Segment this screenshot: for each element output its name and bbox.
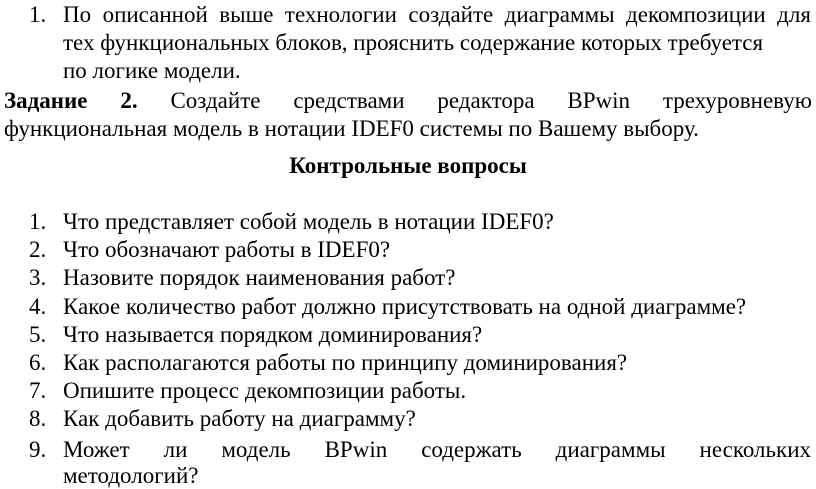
question-number: 7.: [29, 378, 47, 403]
question-text: Как располагаются работы по принципу доминирования?: [63, 350, 628, 375]
top-list-line-3: по логике модели.: [63, 58, 241, 83]
word: трехуровневую: [662, 88, 812, 113]
question-text: Как добавить работу на диаграмму?: [63, 406, 416, 431]
word: Может: [63, 437, 130, 462]
question-number: 8.: [29, 406, 47, 431]
list-number: 1.: [29, 2, 47, 27]
word: ли: [163, 437, 188, 462]
word: Создайте: [170, 88, 261, 113]
task2-line-2: функциональная модель в нотации IDEF0 системы по Вашему выбору.: [4, 116, 699, 141]
question-number: 5.: [29, 322, 47, 347]
word: выше: [219, 2, 274, 27]
word: BPwin: [324, 437, 388, 462]
top-list-line-1: [63, 2, 811, 28]
word: средствами: [293, 88, 405, 113]
question-number: 9.: [29, 437, 47, 462]
question-number: 4.: [29, 294, 47, 319]
word: диаграммы: [555, 437, 666, 462]
word: создайте: [408, 2, 494, 27]
question-text: Что называется порядком доминирования?: [63, 322, 483, 347]
top-list-line-2: тех функциональных блоков, прояснить содержание которых требуется: [63, 30, 764, 55]
section-heading: Контрольные вопросы: [289, 153, 527, 178]
question-number: 1.: [29, 209, 47, 234]
question-number: 3.: [29, 265, 47, 290]
question-text: Что обозначают работы в IDEF0?: [63, 237, 391, 262]
word: описанной: [102, 2, 208, 27]
question-9-line-1: [63, 437, 811, 463]
question-text: Назовите порядок наименования работ?: [63, 265, 456, 290]
word: диаграммы: [504, 2, 615, 27]
question-9-line-2: методологий?: [63, 463, 199, 488]
word: декомпозиции: [626, 2, 766, 27]
question-text: Опишите процесс декомпозиции работы.: [63, 378, 467, 403]
word: BPwin: [567, 88, 631, 113]
word: По: [63, 2, 92, 27]
word: модель: [221, 437, 291, 462]
question-number: 6.: [29, 350, 47, 375]
word: технологии: [284, 2, 397, 27]
question-number: 2.: [29, 237, 47, 262]
word: содержать: [421, 437, 522, 462]
task-label-word: 2.: [120, 88, 138, 113]
word: редактора: [437, 88, 535, 113]
word: для: [777, 2, 811, 27]
word: нескольких: [699, 437, 811, 462]
task-label-word: Задание: [4, 88, 88, 113]
task2-line-1: [4, 88, 812, 114]
question-text: Что представляет собой модель в нотации IDEF0?: [63, 209, 554, 234]
question-text: Какое количество работ должно присутствовать на одной диаграмме?: [63, 294, 747, 319]
